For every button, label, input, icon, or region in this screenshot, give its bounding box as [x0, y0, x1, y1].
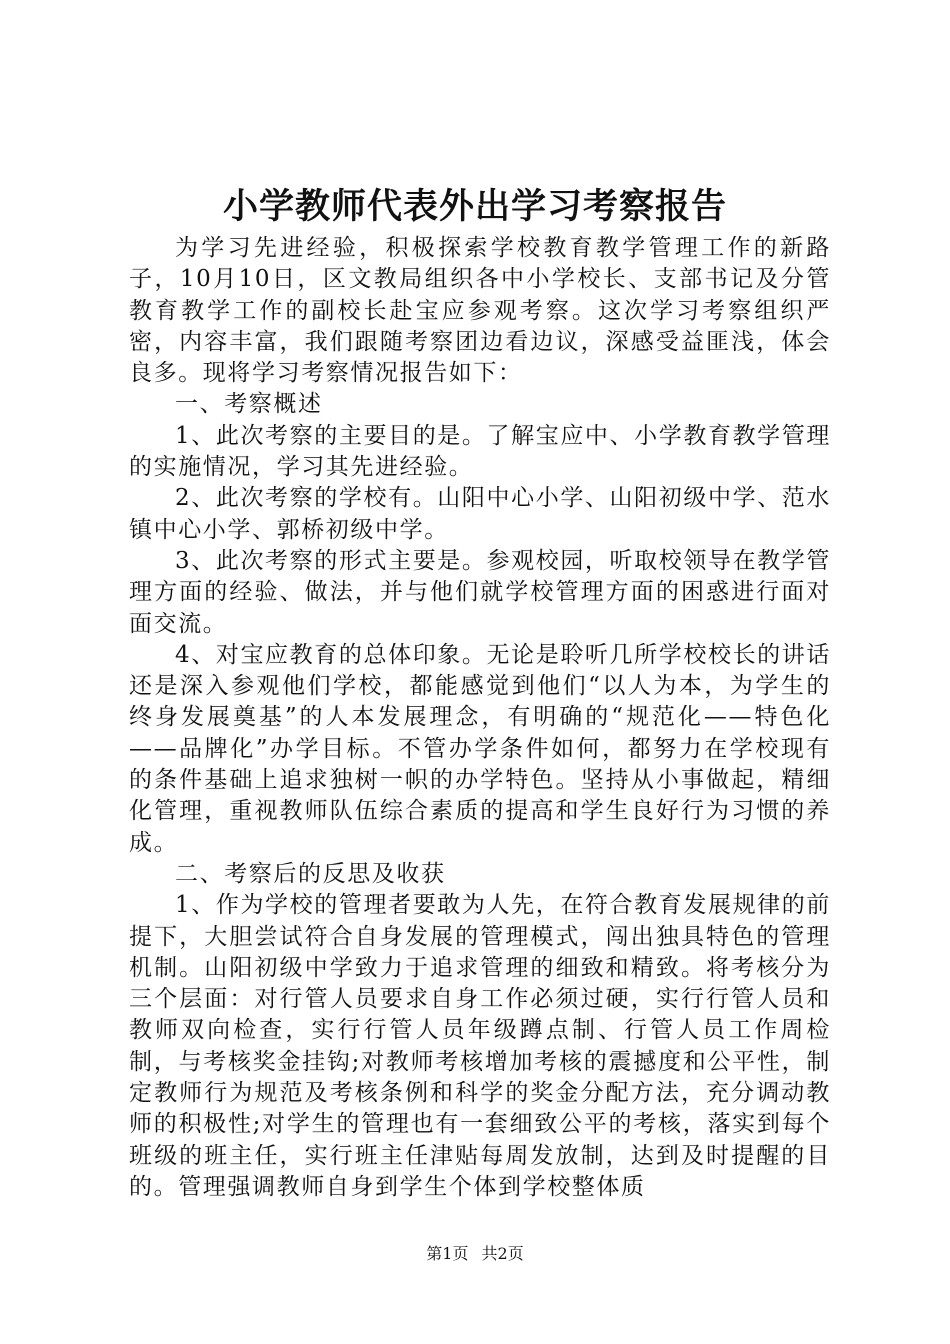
page-number: 第1页 [426, 1244, 469, 1263]
paragraph-impression: 4、对宝应教育的总体印象。无论是聆听几所学校校长的讲话还是深入参观他们学校，都能感觉到他们“以人为本，为学生的终身发展奠基”的人本发展理念，有明确的“规范化——特色化——品牌化”办学目标。不管办学条件如何，都努力在学校现有的条件基础上追求独树一帜的办学特色。坚持从小事做起，精细化管理，重视教师队伍综合素质的提高和学生良好行为习惯的养成。 [129, 641, 831, 856]
section-heading-overview: 一、考察概述 [175, 391, 323, 418]
paragraph-purpose: 1、此次考察的主要目的是。了解宝应中、小学教育教学管理的实施情况，学习其先进经验。 [129, 422, 831, 481]
paragraph-management: 1、作为学校的管理者要敢为人先，在符合教育发展规律的前提下，大胆尝试符合自身发展的管理模式，闯出独具特色的管理机制。山阳初级中学致力于追求管理的细致和精致。将考核分为三个层面：对行管人员要求自身工作必须过硬，实行行管人员和教师双向检查，实行行管人员年级蹲点制、行管人员工作周检制，与考核奖金挂钩;对教师考核增加考核的震撼度和公平性，制定教师行为规范及考核条例和科学的奖金分配方法，充分调动教师的积极性;对学生的管理也有一套细致公平的考核，落实到每个班级的班主任，实行班主任津贴每周发放制，达到及时提醒的目的。管理强调教师自身到学生个体到学校整体质 [129, 892, 831, 1200]
section-heading-reflection: 二、考察后的反思及收获 [175, 860, 446, 887]
paragraph-schools: 2、此次考察的学校有。山阳中心小学、山阳初级中学、范水镇中心小学、郭桥初级中学。 [129, 485, 831, 543]
paragraph-intro: 为学习先进经验，积极探索学校教育教学管理工作的新路子，10月10日，区文教局组织各中小学校长、支部书记及分管教育教学工作的副校长赴宝应参观考察。这次学习考察组织严密，内容丰富，我们跟随考察团边看边议，深感受益匪浅，体会良多。现将学习考察情况报告如下： [129, 235, 831, 387]
page-footer [0, 1244, 950, 1264]
page-total: 共2页 [481, 1244, 524, 1263]
document-body [129, 233, 831, 1203]
document-title: 小学教师代表外出学习考察报告 [222, 186, 727, 227]
paragraph-format: 3、此次考察的形式主要是。参观校园，听取校领导在教学管理方面的经验、做法，并与他们就学校管理方面的困惑进行面对面交流。 [129, 547, 831, 637]
